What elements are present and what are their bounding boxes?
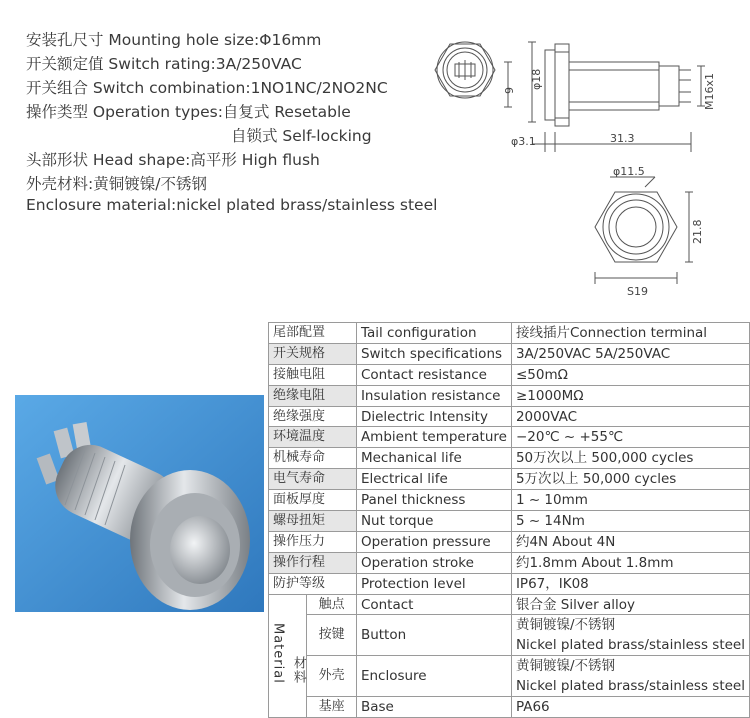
row-label-cn: 接触电阻 xyxy=(269,364,357,385)
row-label-en: Panel thickness xyxy=(356,490,511,511)
row-value: 接线插片Connection terminal xyxy=(511,323,749,344)
row-value: 1 ~ 10mm xyxy=(511,490,749,511)
row-label-cn: 防护等级 xyxy=(269,573,357,594)
table-row xyxy=(269,573,750,594)
spec-self-locking: 自锁式 Self-locking xyxy=(231,127,372,145)
row-value: 5 ~ 14Nm xyxy=(511,511,749,532)
row-label-cn: 环境温度 xyxy=(269,427,357,448)
row-value-2: Nickel plated brass/stainless steel xyxy=(511,676,749,696)
table-row xyxy=(269,656,750,676)
dimension-drawing xyxy=(395,22,735,302)
row-label-en: Protection level xyxy=(356,573,511,594)
spec-switch-rating: 开关额定值 Switch rating:3A/250VAC xyxy=(26,55,302,73)
row-label-cn: 触点 xyxy=(307,594,357,615)
row-label-en: Contact xyxy=(356,594,511,615)
row-label-en: Ambient temperature xyxy=(356,427,511,448)
specification-table xyxy=(268,322,750,718)
table-row xyxy=(269,490,750,511)
row-label-cn: 绝缘电阻 xyxy=(269,385,357,406)
table-row xyxy=(269,469,750,490)
row-label-en: Base xyxy=(356,697,511,718)
spec-operation-types: 操作类型 Operation types:自复式 Resetable xyxy=(26,103,351,121)
row-label-en: Insulation resistance xyxy=(356,385,511,406)
spec-switch-combination: 开关组合 Switch combination:1NO1NC/2NO2NC xyxy=(26,79,388,97)
spec-head-shape: 头部形状 Head shape:高平形 High flush xyxy=(26,151,320,169)
row-label-cn: 螺母扭矩 xyxy=(269,511,357,532)
row-value: 银合金 Silver alloy xyxy=(511,594,749,615)
row-label-cn: 面板厚度 xyxy=(269,490,357,511)
row-label-cn: 电气寿命 xyxy=(269,469,357,490)
row-value: ≤50mΩ xyxy=(511,364,749,385)
table-row xyxy=(269,427,750,448)
spec-mounting-hole: 安装孔尺寸 Mounting hole size:Φ16mm xyxy=(26,31,322,49)
row-label-en: Contact resistance xyxy=(356,364,511,385)
row-value: 3A/250VAC 5A/250VAC xyxy=(511,343,749,364)
row-value: 2000VAC xyxy=(511,406,749,427)
dim-m16x1: M16x1 xyxy=(703,73,716,110)
table-row xyxy=(269,323,750,344)
table-row xyxy=(269,406,750,427)
row-label-en: Operation pressure xyxy=(356,531,511,552)
row-label-en: Tail configuration xyxy=(356,323,511,344)
row-label-en: Button xyxy=(356,615,511,656)
row-label-cn: 按键 xyxy=(307,615,357,656)
material-label-cn: 材料 xyxy=(290,655,306,684)
table-row xyxy=(269,364,750,385)
dim-phi11-5: φ11.5 xyxy=(613,165,645,178)
row-value: IP67，IK08 xyxy=(511,573,749,594)
row-label-en: Nut torque xyxy=(356,511,511,532)
dim-31-3: 31.3 xyxy=(610,132,635,145)
row-label-cn: 尾部配置 xyxy=(269,323,357,344)
row-label-cn: 操作行程 xyxy=(269,552,357,573)
table-row xyxy=(269,552,750,573)
row-value: 约4N About 4N xyxy=(511,531,749,552)
table-row xyxy=(269,385,750,406)
spec-enclosure-cn: 外壳材料:黄铜镀镍/不锈钢 xyxy=(26,175,207,193)
row-label-en: Electrical life xyxy=(356,469,511,490)
product-photo xyxy=(15,395,264,612)
dim-9: 9 xyxy=(503,87,516,94)
row-label-cn: 基座 xyxy=(307,697,357,718)
dim-phi3-1: φ3.1 xyxy=(511,135,536,148)
row-value: 50万次以上 500,000 cycles xyxy=(511,448,749,469)
row-label-cn: 操作压力 xyxy=(269,531,357,552)
table-row xyxy=(269,343,750,364)
row-label-en: Enclosure xyxy=(356,656,511,697)
dim-21-8: 21.8 xyxy=(691,219,704,244)
row-label-en: Mechanical life xyxy=(356,448,511,469)
row-label-cn: 绝缘强度 xyxy=(269,406,357,427)
row-value: PA66 xyxy=(511,697,749,718)
table-row xyxy=(269,697,750,718)
row-value: 黄铜镀镍/不锈钢 xyxy=(511,615,749,635)
row-label-en: Operation stroke xyxy=(356,552,511,573)
row-value: 约1.8mm About 1.8mm xyxy=(511,552,749,573)
row-value: ≥1000MΩ xyxy=(511,385,749,406)
row-value: 5万次以上 50,000 cycles xyxy=(511,469,749,490)
row-label-cn: 外壳 xyxy=(307,656,357,697)
table-row xyxy=(269,448,750,469)
table-row xyxy=(269,615,750,635)
front-view-top xyxy=(435,42,536,122)
row-label-en: Dielectric Intensity xyxy=(356,406,511,427)
spec-enclosure-en: Enclosure material:nickel plated brass/stainless steel xyxy=(26,196,438,214)
row-value: 黄铜镀镍/不锈钢 xyxy=(511,656,749,676)
row-label-cn: 机械寿命 xyxy=(269,448,357,469)
row-label-cn: 开关规格 xyxy=(269,343,357,364)
table-row xyxy=(269,531,750,552)
row-value-2: Nickel plated brass/stainless steel xyxy=(511,635,749,655)
dim-s19: S19 xyxy=(627,285,648,298)
table-row xyxy=(269,594,750,615)
material-group-label xyxy=(269,594,307,717)
material-label-en: Material xyxy=(270,622,286,684)
row-label-en: Switch specifications xyxy=(356,343,511,364)
row-value: −20℃ ~ +55℃ xyxy=(511,427,749,448)
dim-phi18: φ18 xyxy=(530,68,543,90)
front-view-bottom xyxy=(595,177,693,284)
table-row xyxy=(269,511,750,532)
